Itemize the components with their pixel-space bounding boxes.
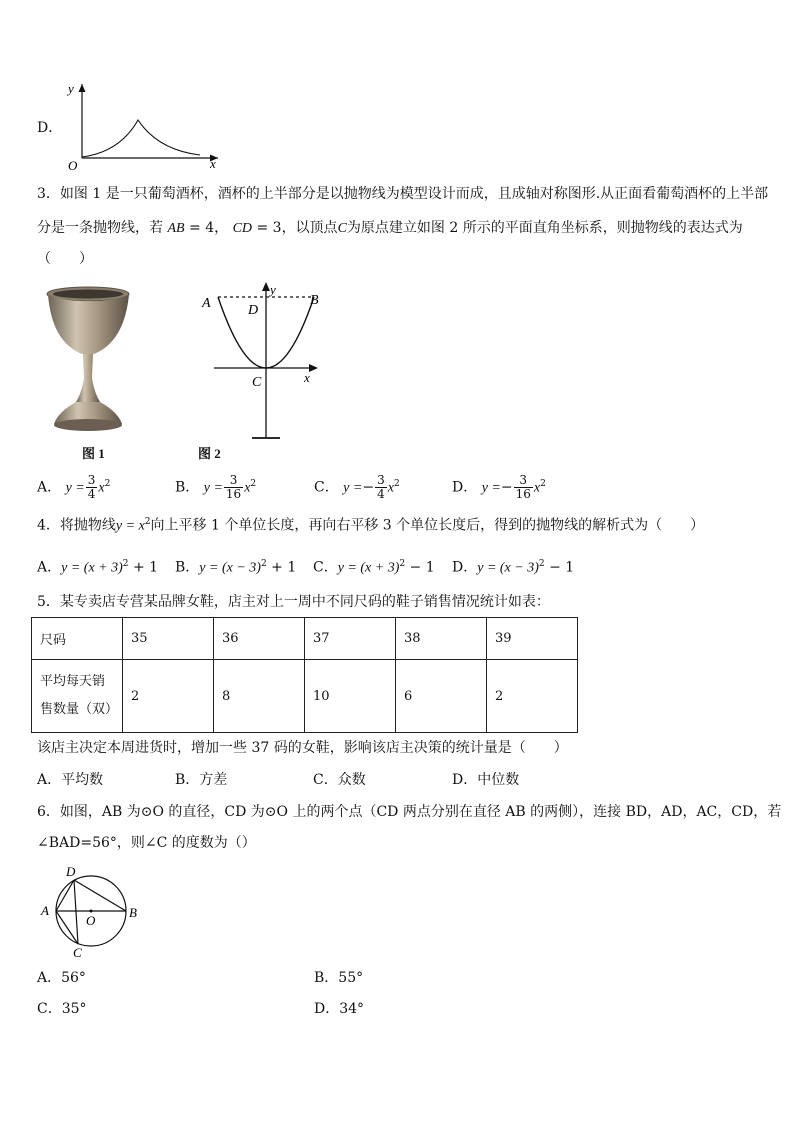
- circle-diagram: [38, 862, 144, 960]
- table-cell: 39: [487, 618, 578, 660]
- q3-option-c[interactable]: C． y =− $\frac{3}{4}$ $x^2$: [314, 473, 400, 502]
- x-axis-label: x: [304, 370, 310, 385]
- fraction: $\frac{3}{16}$: [225, 473, 242, 502]
- point-b-label: B: [310, 293, 319, 308]
- point-a-label: A: [202, 296, 211, 311]
- q3-option-d[interactable]: D． y =− $\frac{3}{16}$ $x^2$: [452, 473, 546, 502]
- q4-option-c[interactable]: C．$y = (x + 3)^2 - 1$: [313, 559, 435, 576]
- q5-question: 该店主决定本周进货时，增加一些 37 码的女鞋，影响该店主决策的统计量是（ ）: [37, 740, 568, 756]
- q6-line2: ∠BAD=56°，则∠C 的度数为（）: [37, 835, 256, 851]
- parabola-diagram: [196, 280, 332, 442]
- fig2-caption: 图 2: [198, 446, 221, 461]
- q2-x-label: x: [210, 156, 216, 171]
- q3-answer-bracket: （ ）: [37, 251, 93, 267]
- fraction: $\frac{3}{16}$: [515, 473, 531, 502]
- table-cell: 6: [396, 660, 487, 733]
- q5-option-d[interactable]: D．中位数: [452, 772, 520, 788]
- q3-line1: 3．如图 1 是一只葡萄酒杯，酒杯的上半部分是以抛物线为模型设计而成，且成轴对称图形.从正面看葡萄酒杯的上半部: [37, 186, 769, 202]
- table-header-size: 尺码: [32, 618, 123, 660]
- q3-line2: 分是一条抛物线，若 AB = 4， CD = 3，以顶点C为原点建立如图 2 所示的平面直角坐标系，则抛物线的表达式为: [37, 220, 743, 236]
- table-cell: 2: [123, 660, 214, 733]
- q3-option-b[interactable]: B． y = $\frac{3}{16}$ $x^2$: [175, 473, 257, 502]
- q5-text: 5．某专卖店专营某品牌女鞋，店主对上一周中不同尺码的鞋子销售情况统计如表：: [37, 594, 550, 610]
- q4-option-a[interactable]: A．$y = (x + 3)^2 + 1$: [37, 559, 159, 576]
- q4-option-b[interactable]: B．$y = (x - 3)^2 + 1$: [175, 559, 297, 576]
- q2-y-label: y: [68, 81, 74, 96]
- q2-option-d-label: D．: [37, 120, 63, 136]
- wine-glass-image: [46, 286, 136, 438]
- q5-option-c[interactable]: C．众数: [313, 772, 366, 788]
- table-cell: 8: [214, 660, 305, 733]
- y-axis-label: y: [270, 282, 276, 297]
- circle-center-o: O: [86, 913, 96, 928]
- q2-origin-label: O: [68, 158, 78, 172]
- q6-option-d[interactable]: D．34°: [314, 1001, 365, 1017]
- circle-point-a: A: [41, 903, 49, 918]
- q2-option-d-graph: [60, 80, 230, 172]
- fig1-caption: 图 1: [82, 446, 105, 461]
- q4-text: 4．将抛物线$y = x^2$向上平移 1 个单位长度，再向右平移 3 个单位长度后，得到的抛物线的解析式为（ ）: [37, 517, 705, 534]
- table-header-count: 平均每天销 售数量（双）: [32, 660, 123, 733]
- table-cell: 10: [305, 660, 396, 733]
- q6-line1: 6．如图，AB 为⊙O 的直径，CD 为⊙O 上的两个点（CD 两点分别在直径 AB 的两侧），连接 BD，AD，AC，CD，若: [37, 804, 782, 820]
- table-row: [32, 660, 578, 733]
- point-d-label: D: [248, 303, 259, 318]
- q5-option-b[interactable]: B．方差: [175, 772, 228, 788]
- circle-point-c: C: [73, 945, 82, 960]
- fraction: $\frac{3}{4}$: [377, 473, 385, 502]
- table-cell: 35: [123, 618, 214, 660]
- table-row: [32, 618, 578, 660]
- q4-option-d[interactable]: D．$y = (x - 3)^2 - 1$: [452, 559, 575, 576]
- table-cell: 36: [214, 618, 305, 660]
- table-cell: 38: [396, 618, 487, 660]
- q6-option-a[interactable]: A．56°: [37, 970, 86, 986]
- shoe-size-table: [31, 617, 578, 733]
- point-c-label: C: [252, 375, 262, 390]
- table-cell: 37: [305, 618, 396, 660]
- circle-point-d: D: [66, 864, 76, 879]
- q6-option-c[interactable]: C．35°: [37, 1001, 87, 1017]
- q5-option-a[interactable]: A．平均数: [37, 772, 104, 788]
- circle-point-b: B: [129, 905, 137, 920]
- q3-option-a[interactable]: A． y = $\frac{3}{4}$ $x^2$: [37, 473, 111, 502]
- fraction: $\frac{3}{4}$: [87, 473, 96, 502]
- table-cell: 2: [487, 660, 578, 733]
- q6-option-b[interactable]: B．55°: [314, 970, 364, 986]
